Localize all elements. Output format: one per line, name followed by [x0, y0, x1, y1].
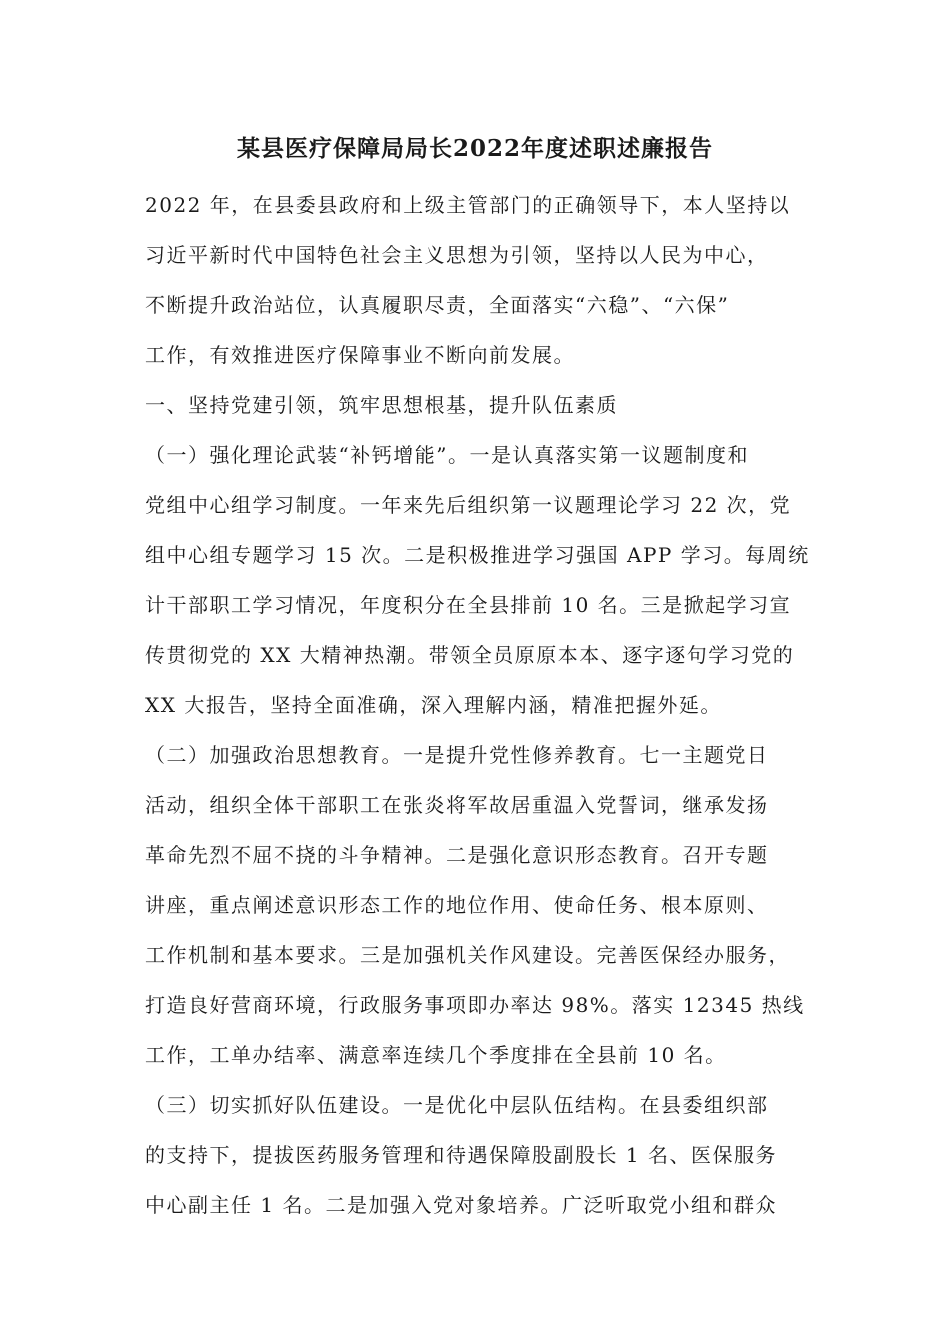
text-line: 计干部职工学习情况，年度积分在全县排前 10 名。三是掀起学习宣 [145, 593, 792, 617]
paragraph-intro [145, 180, 817, 380]
section-heading-1 [145, 380, 817, 430]
text-line: （三）切实抓好队伍建设。一是优化中层队伍结构。在县委组织部 [145, 1093, 769, 1117]
paragraph-political-education [145, 730, 817, 1080]
text-line: （一）强化理论武装“补钙增能”。一是认真落实第一议题制度和 [145, 443, 749, 467]
text-line: 不断提升政治站位，认真履职尽责，全面落实“六稳”、“六保” [145, 293, 730, 317]
paragraph-team-building [145, 1080, 817, 1230]
text-line: 活动，组织全体干部职工在张炎将军故居重温入党誓词，继承发扬 [145, 793, 769, 817]
text-line: 组中心组专题学习 15 次。二是积极推进学习强国 APP 学习。每周统 [145, 543, 810, 567]
document-title: 某县医疗保障局局长2022年度述职述廉报告 [236, 135, 713, 162]
text-line: 工作，工单办结率、满意率连续几个季度排在全县前 10 名。 [145, 1043, 727, 1067]
text-line: 习近平新时代中国特色社会主义思想为引领，坚持以人民为中心， [145, 243, 769, 267]
text-line: 打造良好营商环境，行政服务事项即办率达 98%。落实 12345 热线 [145, 993, 805, 1017]
document-body [145, 180, 817, 1230]
text-line: （二）加强政治思想教育。一是提升党性修养教育。七一主题党日 [145, 743, 769, 767]
text-line: 工作，有效推进医疗保障事业不断向前发展。 [145, 343, 575, 367]
text-line: 传贯彻党的 XX 大精神热潮。带领全员原原本本、逐字逐句学习党的 [145, 643, 795, 667]
paragraph-theory-study [145, 430, 817, 730]
text-line: 革命先烈不屈不挠的斗争精神。二是强化意识形态教育。召开专题 [145, 843, 769, 867]
text-line: 党组中心组学习制度。一年来先后组织第一议题理论学习 22 次，党 [145, 493, 792, 517]
text-line: 一、坚持党建引领，筑牢思想根基，提升队伍素质 [145, 393, 618, 417]
text-line: 讲座，重点阐述意识形态工作的地位作用、使命任务、根本原则、 [145, 893, 769, 917]
text-line: 工作机制和基本要求。三是加强机关作风建设。完善医保经办服务， [145, 943, 790, 967]
text-line: 2022 年，在县委县政府和上级主管部门的正确领导下，本人坚持以 [145, 193, 791, 217]
text-line: 的支持下，提拔医药服务管理和待遇保障股副股长 1 名、医保服务 [145, 1143, 777, 1167]
text-line: XX 大报告，坚持全面准确，深入理解内涵，精准把握外延。 [145, 693, 722, 717]
text-line: 中心副主任 1 名。二是加强入党对象培养。广泛听取党小组和群众 [145, 1193, 777, 1217]
